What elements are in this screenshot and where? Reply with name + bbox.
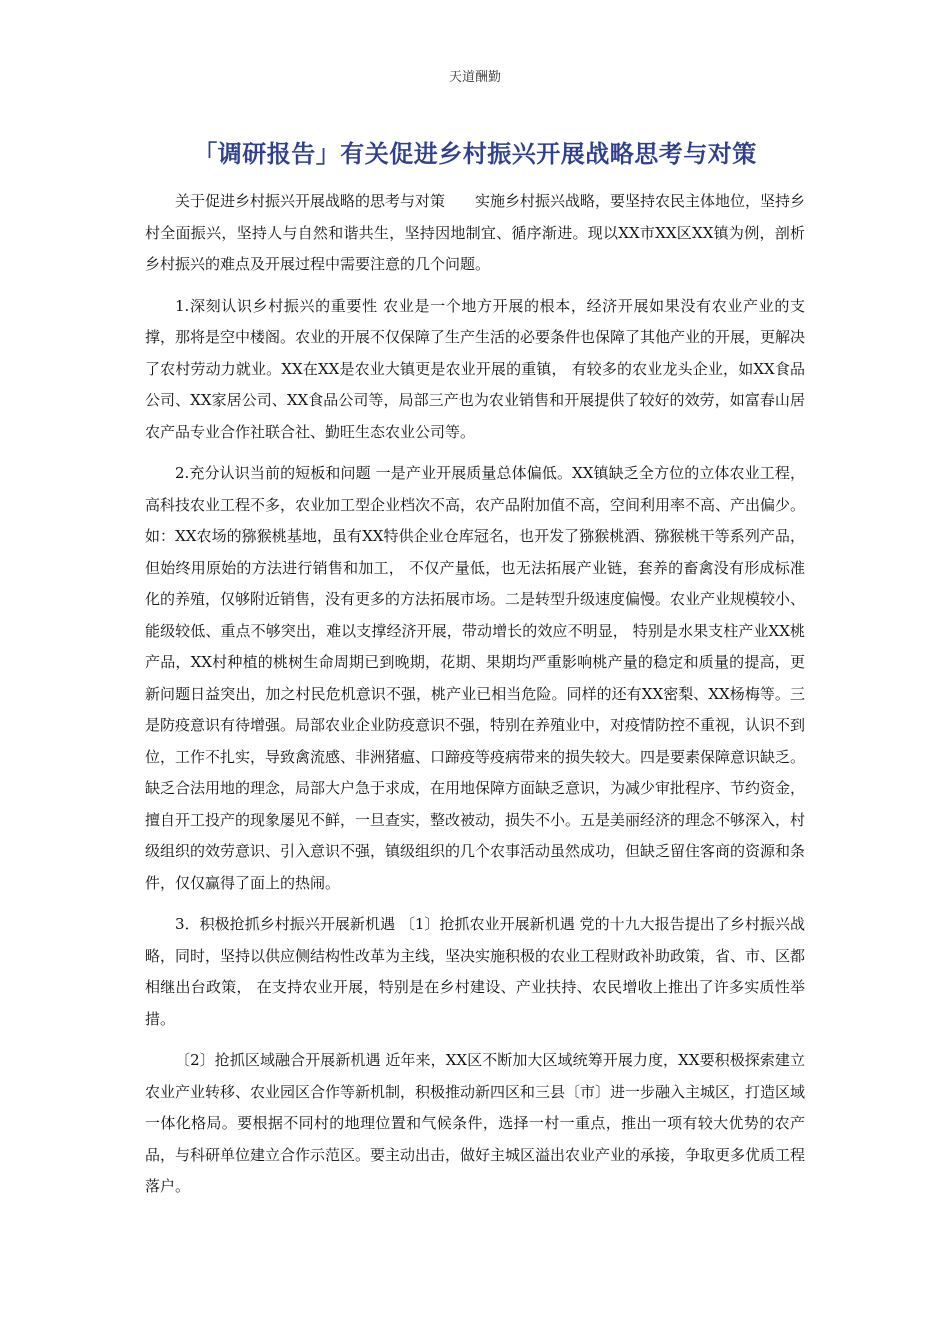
paragraph: 3．积极抢抓乡村振兴开展新机遇 〔1〕抢抓农业开展新机遇 党的十九大报告提出了乡村振兴战略，同时，坚持以供应侧结构性改革为主线，坚决实施积极的农业工程财政补助政策，省、市、区都相继出台政策， 在支持农业开展，特别是在乡村建设、产业扶持、农民增收上推出了许多实质性举措。 [145,915,806,1028]
paragraph: 2.充分认识当前的短板和问题 一是产业开展质量总体偏低。XX镇缺乏全方位的立体农业工程，高科技农业工程不多，农业加工型企业档次不高，农产品附加值不高，空间利用率不高、产出偏少。如：XX农场的猕猴桃基地，虽有XX特供企业仓库冠名，也开发了猕猴桃酒、猕猴桃干等系列产品，但始终用原始的方法进行销售和加工， 不仅产量低，也无法拓展产业链，套养的畜禽没有形成标准化的养殖，仅够附近销售，没有更多的方法拓展市场。二是转型升级速度偏慢。农业产业规模较小、能级较低、重点不够突出，难以支撑经济开展，带动增长的效应不明显， 特别是水果支柱产业XX桃产品，XX村种植的桃树生命周期已到晚期，花期、果期均严重影响桃产量的稳定和质量的提高，更新问题日益突出，加之村民危机意识不强，桃产业已相当危险。同样的还有XX密梨、XX杨梅等。三是防疫意识有待增强。局部农业企业防疫意识不强，特别在养殖业中，对疫情防控不重视，认识不到位，工作不扎实，导致禽流感、非洲猪瘟、口蹄疫等疫病带来的损失较大。四是要素保障意识缺乏。缺乏合法用地的理念，局部大户急于求成，在用地保障方面缺乏意识，为减少审批程序、节约资金，擅自开工投产的现象屡见不鲜，一旦查实，整改被动，损失不小。五是美丽经济的理念不够深入，村级组织的效劳意识、引入意识不强，镇级组织的几个农事活动虽然成功，但缺乏留住客商的资源和条件，仅仅赢得了面上的热闹。 [145,464,806,892]
paragraph: 〔2〕抢抓区域融合开展新机遇 近年来，XX区不断加大区域统筹开展力度，XX要积极探索建立农业产业转移、农业园区合作等新机制，积极推动新四区和三县〔市〕进一步融入主城区，打造区域一体化格局。要根据不同村的地理位置和气候条件，选择一村一重点，推出一项有较大优势的农产品，与科研单位建立合作示范区。要主动出击，做好主城区溢出农业产业的承接，争取更多优质工程落户。 [145,1051,806,1195]
document-title: 「调研报告」有关促进乡村振兴开展战略思考与对策 [193,140,757,168]
document-body [145,186,805,1213]
paragraph: 关于促进乡村振兴开展战略的思考与对策 实施乡村振兴战略，要坚持农民主体地位，坚持乡村全面振兴，坚持人与自然和谐共生，坚持因地制宜、循序渐进。现以XX市XX区XX镇为例，剖析乡村振兴的难点及开展过程中需要注意的几个问题。 [145,192,806,273]
paragraph: 1.深刻认识乡村振兴的重要性 农业是一个地方开展的根本，经济开展如果没有农业产业的支撑，那将是空中楼阁。农业的开展不仅保障了生产生活的必要条件也保障了其他产业的开展，更解决了农村劳动力就业。XX在XX是农业大镇更是农业开展的重镇， 有较多的农业龙头企业，如XX食品公司、XX家居公司、XX食品公司等，局部三产也为农业销售和开展提供了较好的效劳，如富春山居农产品专业合作社联合社、勤旺生态农业公司等。 [145,296,806,441]
page-header: 天道酬勤 [448,70,501,85]
